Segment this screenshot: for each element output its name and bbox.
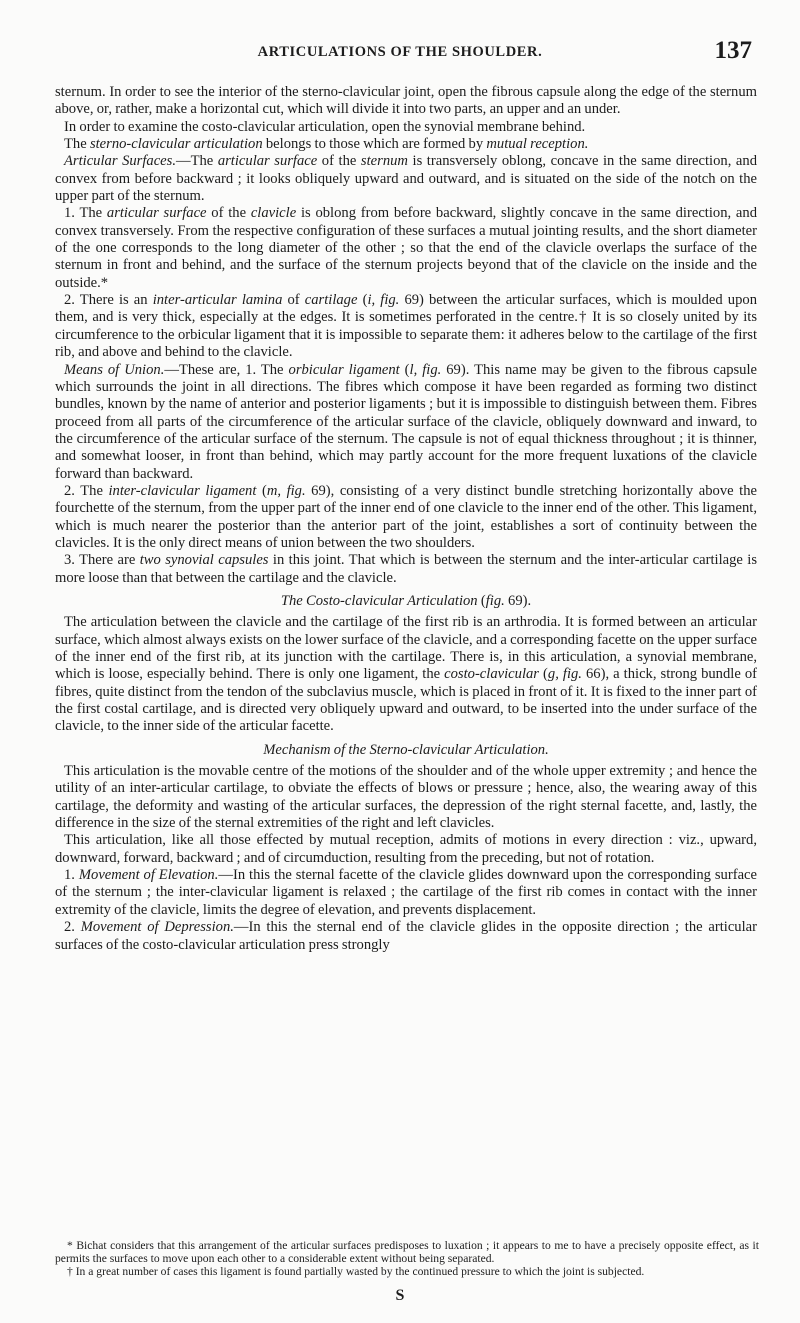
section-heading: The Costo-clavicular Articulation (fig. 69).	[280, 592, 532, 609]
page-number: 137	[714, 37, 752, 64]
paragraph: 3. There are two synovial capsules in this joint. That which is between the sternum and the inter-articular cartilage is more loose than that between the cartilage and the clavicle.	[55, 552, 758, 586]
paragraph: Articular Surfaces.—The articular surface of the sternum is transversely oblong, concave in the same direction, and convex from before backward ; it looks obliquely upward and outward, and is situated on the side of the notch on the upper part of the sternum.	[55, 153, 757, 205]
paragraph: This articulation is the movable centre of the motions of the shoulder and of the whole upper extremity ; and hence the utility of an inter-articular cartilage, to obviate the effects of blows or pressure ; hence, also, the wearing away of this cartilage, the deformity and wasting of the articular surfaces, the depression of the right sternal facette, and, lastly, the difference in the size of the sternal extremities of the right and left clavicles.	[55, 763, 757, 832]
footnote: * Bichat considers that this arrangement of the articular surfaces predisposes to luxation ; it appears to me to have a precisely opposite effect, as it permits the surfaces to move upon each other to a considerable extent without being separated.	[55, 1239, 759, 1265]
paragraph: In order to examine the costo-clavicular articulation, open the synovial membrane behind.	[64, 118, 586, 135]
paragraph: This articulation, like all those effected by mutual reception, admits of motions in every direction : viz., upward, downward, forward, backward ; and of circumduction, resulting from the preceding, but not of rotation.	[55, 832, 757, 866]
paragraph: 2. The inter-clavicular ligament (m, fig. 69), consisting of a very distinct bundle stretching horizontally above the fourchette of the sternum, from the upper part of the inner end of one clavicle to the inner end of the other. This ligament, which is much nearer the posterior than the anterior part of the joint, establishes a sort of continuity between the clavicles. It is the only direct means of union between the two shoulders.	[55, 482, 757, 551]
paragraph: 1. Movement of Elevation.—In this the sternal facette of the clavicle glides downward upon the corresponding surface of the sternum ; the inter-clavicular ligament is relaxed ; the cartilage of the first rib comes in contact with the inner extremity of the clavicle, limits the degree of elevation, and prevents displacement.	[55, 867, 758, 918]
running-title: ARTICULATIONS OF THE SHOULDER.	[257, 44, 543, 60]
body-text	[55, 84, 757, 954]
paragraph: 1. The articular surface of the clavicle is oblong from before backward, slightly concave in the same direction, and convex transversely. From the respective configuration of these surfaces a mutual jointing results, and the short diameter of the one corresponds to the long diameter of the other ; so that the end of the clavicle overlaps the surface of the sternum in front and behind, and the surface of the sternum projects beyond that of the clavicle on the inside and the outside.*	[55, 205, 757, 291]
section-heading: Mechanism of the Sterno-clavicular Articulation.	[263, 741, 549, 758]
paragraph: 2. There is an inter-articular lamina of cartilage (i, fig. 69) between the articular surfaces, which is moulded upon them, and is very thick, especially at the edges. It is sometimes perforated in the centre.† It is so closely united by its circumference to the orbicular ligament that it is impossible to separate them: it adheres below to the cartilage of the first rib, and above and behind to the clavicle.	[55, 292, 757, 361]
running-head	[0, 34, 800, 74]
footnotes	[55, 1239, 759, 1278]
paragraph: The articulation between the clavicle and the cartilage of the first rib is an arthrodia. It is formed between an articular surface, which almost always exists on the lower surface of the clavicle, and a corresponding facette on the upper surface of the inner end of the first rib, at its junction with the cartilage. There is, in this articulation, a synovial membrane, which is loose, especially behind. There is only one ligament, the costo-clavicular (g, fig. 66), a thick, strong bundle of fibres, quite distinct from the tendon of the subclavius muscle, which is placed in front of it. It is fixed to the inner part of the first costal cartilage, and is directed very obliquely upward and outward, to be inserted into the under surface of the clavicle, to the inner side of the articular facette.	[55, 614, 758, 735]
paragraph: sternum. In order to see the interior of the sterno-clavicular joint, open the fibrous capsule along the edge of the sternum above, or, rather, make a horizontal cut, which will divide it into two parts, an upper and an under.	[55, 84, 757, 118]
paragraph: 2. Movement of Depression.—In this the sternal end of the clavicle glides in the opposite direction ; the articular surfaces of the costo-clavicular articulation press strongly	[55, 919, 757, 953]
footnote: † In a great number of cases this ligament is found partially wasted by the continued pressure to which the joint is subjected.	[67, 1265, 645, 1278]
signature-mark: S	[395, 1287, 405, 1304]
paragraph: Means of Union.—These are, 1. The orbicular ligament (l, fig. 69). This name may be given to the fibrous capsule which surrounds the joint in all directions. The fibres which compose it have been regarded as forming two distinct bundles, known by the name of anterior and posterior ligaments ; but it is impossible to distinguish between them. Fibres proceed from all parts of the circumference of the articular surface of the clavicle, obliquely downward and inward, to the circumference of the articular surface of the sternum. The capsule is not of equal thickness throughout ; it is thinner, and somewhat looser, in front than behind, which may partly account for the more frequent luxations of the clavicle forward than backward.	[55, 361, 758, 482]
paragraph: The sterno-clavicular articulation belongs to those which are formed by mutual reception.	[64, 136, 589, 153]
